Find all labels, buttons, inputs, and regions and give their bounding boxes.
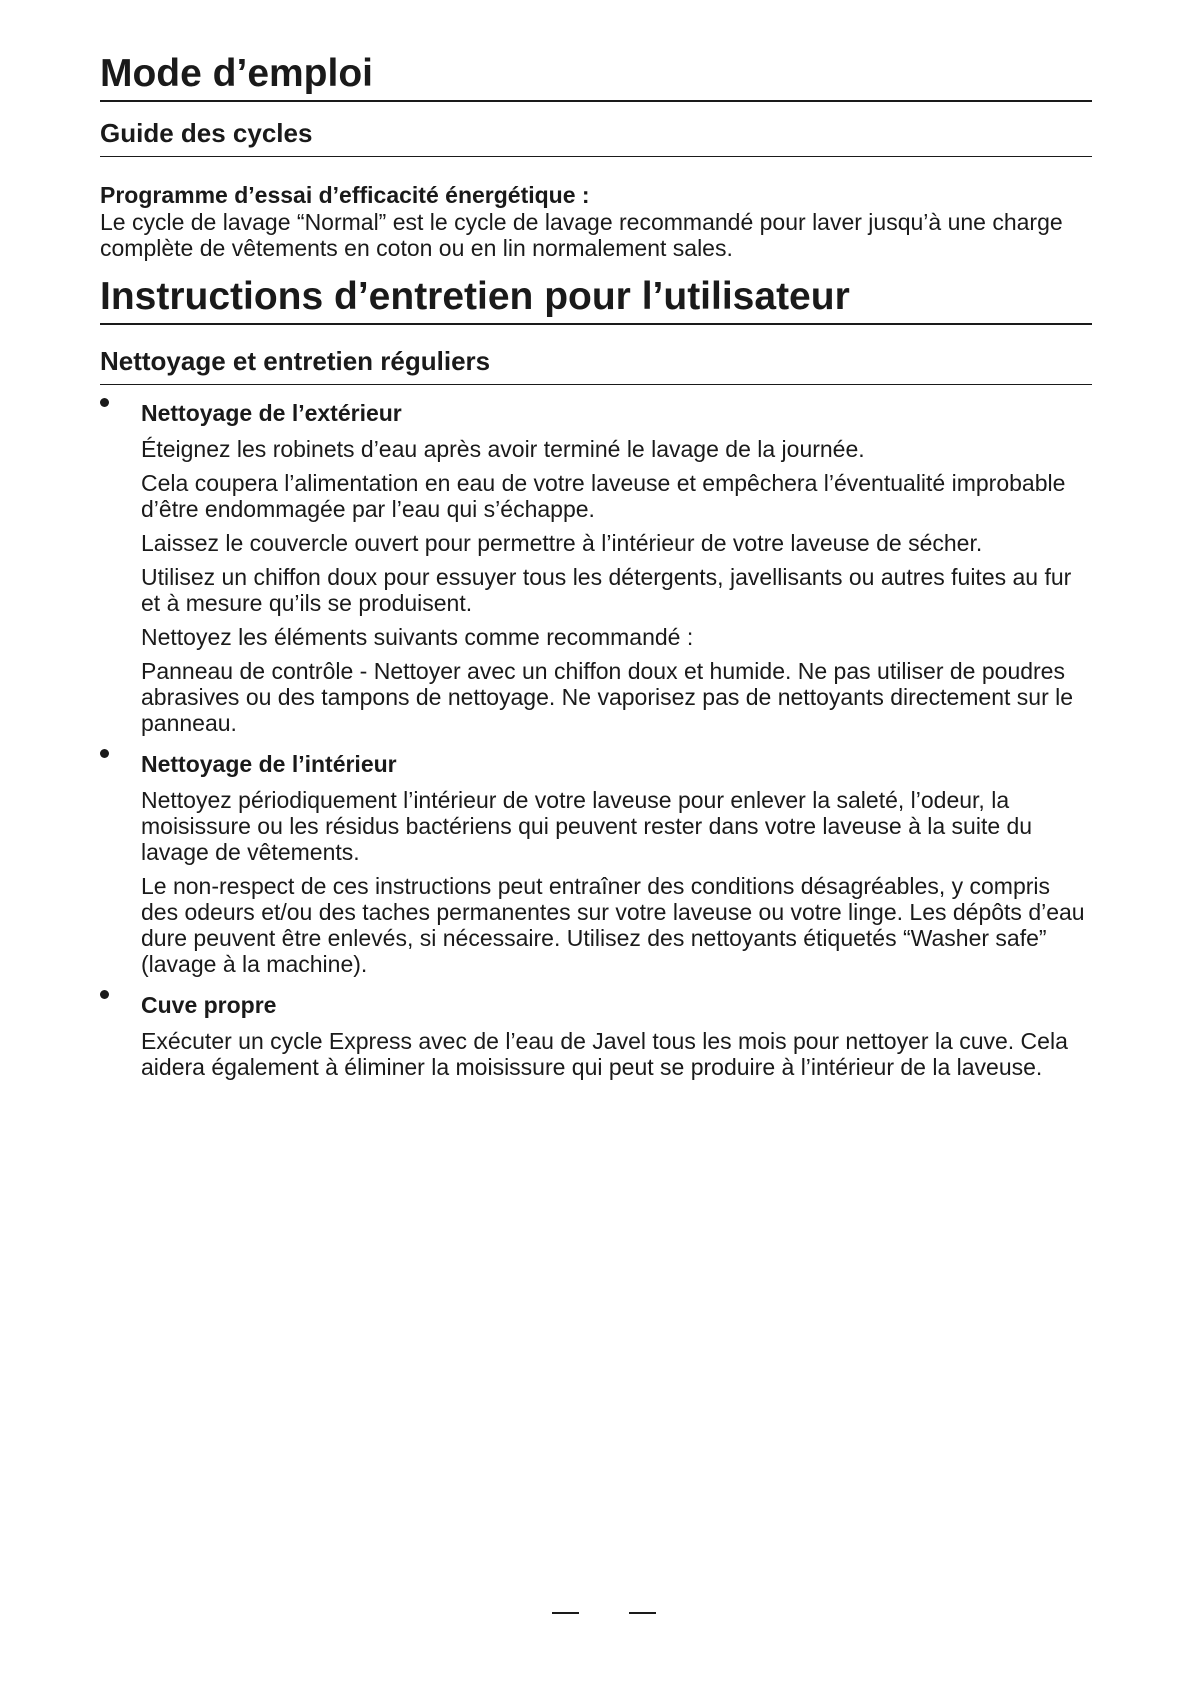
bullet-paragraph: Exécuter un cycle Express avec de l’eau de Javel tous les mois pour nettoyer la cuve. Cela aidera également à éliminer la moisissure qui peut se produire à l’intérieur de la laveuse. [141, 1028, 1068, 1080]
energy-program-heading: Programme d’essai d’efficacité énergétique : [100, 182, 590, 208]
bullet-paragraph: Laissez le couvercle ouvert pour permettre à l’intérieur de votre laveuse de sécher. [141, 530, 983, 556]
bullet-dot-icon [100, 749, 109, 758]
bullet-heading: Nettoyage de l’extérieur [141, 400, 402, 426]
bullet-paragraph: Le non-respect de ces instructions peut entraîner des conditions désagréables, y compris des odeurs et/ou des taches permanentes sur votre laveuse ou votre linge. Les dépôts d’eau dure peuvent être enlevés, si nécessaire. Utilisez des nettoyants étiquetés “Washer safe” (lavage à la machine). [141, 873, 1085, 977]
bullet-heading: Cuve propre [141, 992, 277, 1018]
bullet-paragraph: Cela coupera l’alimentation en eau de votre laveuse et empêchera l’éventualité improbable d’être endommagée par l’eau qui s’échappe. [141, 470, 1066, 522]
bullet-paragraph: Panneau de contrôle - Nettoyer avec un chiffon doux et humide. Ne pas utiliser de poudres abrasives ou des tampons de nettoyage. Ne vaporisez pas de nettoyants directement sur le panneau. [141, 658, 1074, 736]
energy-program-text: Le cycle de lavage “Normal” est le cycle de lavage recommandé pour laver jusqu’à une charge complète de vêtements en coton ou en lin normalement sales. [100, 209, 1063, 261]
bullet-paragraph: Nettoyez les éléments suivants comme recommandé : [141, 624, 694, 650]
bullet-dot-icon [100, 398, 109, 407]
bullet-clean-tub [100, 977, 1092, 1080]
footer-dash-right [629, 1612, 656, 1614]
page-title: Mode d’emploi [100, 52, 373, 95]
bullet-interior [100, 736, 1092, 977]
section-subtitle: Guide des cycles [100, 118, 313, 148]
footer-dash-left [552, 1612, 579, 1614]
maintenance-subtitle: Nettoyage et entretien réguliers [100, 346, 491, 376]
maintenance-title: Instructions d’entretien pour l’utilisateur [100, 275, 850, 318]
bullet-exterior [100, 385, 1092, 736]
page-content [100, 50, 1092, 1080]
page-footer [0, 1612, 1191, 1616]
bullet-paragraph: Nettoyez périodiquement l’intérieur de votre laveuse pour enlever la saleté, l’odeur, la moisissure ou les résidus bactériens qui peuvent rester dans votre laveuse à la suite du lavage de vêtements. [141, 787, 1033, 865]
bullet-paragraph: Éteignez les robinets d’eau après avoir terminé le lavage de la journée. [141, 436, 865, 462]
bullet-heading: Nettoyage de l’intérieur [141, 751, 397, 777]
bullet-paragraph: Utilisez un chiffon doux pour essuyer tous les détergents, javellisants ou autres fuites au fur et à mesure qu’ils se produisent. [141, 564, 1072, 616]
bullet-dot-icon [100, 990, 109, 999]
